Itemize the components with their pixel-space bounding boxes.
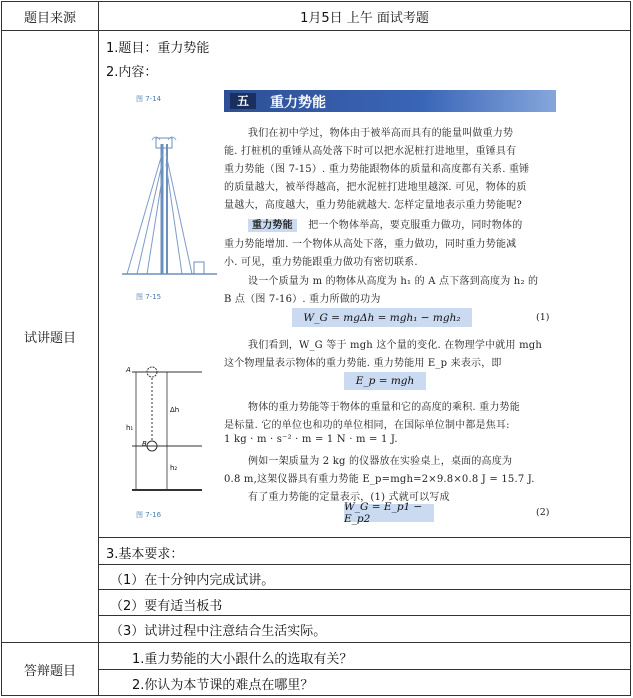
requirement-item: （1）在十分钟内完成试讲。 — [110, 573, 275, 588]
text-line: 重力势能增加. 一个物体从高处下落，重力做功，同时重力势能减 — [224, 239, 517, 250]
defense-row-label: 答辩题目 — [23, 663, 76, 679]
text-line: 设一个质量为 m 的物体从高度为 h₁ 的 A 点下落到高度为 h₂ 的 — [248, 276, 539, 287]
topic-line: 1.题目：重力势能 — [106, 41, 210, 56]
text-line: 1 kg · m · s⁻² · m = 1 N · m = 1 J. — [224, 434, 398, 445]
text-line: 0.8 m,这架仪器具有重力势能 E_p=mgh=2×9.8×0.8 J = 15.7 J. — [224, 474, 535, 485]
section-title: 重力势能 — [270, 95, 326, 111]
text-line: 我们在初中学过，物体由于被举高而具有的能量叫做重力势 — [248, 128, 514, 139]
defense-question: 2.你认为本节课的难点在哪里？ — [132, 678, 314, 693]
inner-divider — [99, 564, 630, 565]
figure-caption: 图 7-14 — [136, 95, 162, 103]
text-line: 这个物理量表示物体的重力势能. 重力势能用 E_p 来表示，即 — [224, 358, 502, 369]
text-line — [248, 216, 522, 231]
defense-question: 1.重力势能的大小跟什么的选取有关？ — [132, 652, 353, 667]
keyword-highlight: 重力势能 — [248, 219, 297, 232]
equation-number: (2) — [536, 507, 550, 518]
pile-driver-illustration — [122, 134, 220, 284]
text-line: 能. 打桩机的重锤从高处落下时可以把水泥桩打进地里，重锤具有 — [224, 146, 517, 157]
delta-h-label: Δh — [170, 406, 180, 414]
requirement-item: （2）要有适当板书 — [110, 599, 223, 614]
inner-divider — [99, 615, 630, 616]
equation-number: (1) — [536, 312, 550, 323]
interview-table — [1, 1, 631, 696]
formula-work: W_G = mgΔh = mgh₁ − mgh₂ — [292, 308, 472, 327]
header-date: 1月5日 上午 面试考题 — [300, 10, 429, 26]
text-line: 的质量越大，被举得越高，把水泥桩打进地里越深. 可见，物体的质 — [224, 182, 527, 193]
text-line: 重力势能（图 7-15）. 重力势能跟物体的质量和高度都有关系. 重锤 — [224, 164, 530, 175]
h2-label: h₂ — [170, 464, 178, 472]
text-line: 小. 可见，重力势能跟重力做功有密切联系. — [224, 257, 418, 268]
point-b-label: B — [142, 440, 147, 448]
text-line: 例如一架质量为 2 kg 的仪器放在实验桌上，桌面的高度为 — [248, 456, 513, 467]
requirement-item: （3）试讲过程中注意结合生活实际。 — [110, 624, 327, 639]
inner-divider — [99, 589, 630, 590]
h1-label: h₁ — [126, 424, 134, 432]
text-line: 物体的重力势能等于物体的重量和它的高度的乘积. 重力势能 — [248, 402, 520, 413]
figure-caption: 图 7-15 — [136, 293, 162, 301]
text-span: 把一个物体举高，要克服重力做功，同时物体的 — [308, 220, 523, 231]
textbook-excerpt — [122, 84, 562, 532]
section-number: 五 — [230, 93, 256, 109]
formula-potential-energy: E_p = mgh — [344, 372, 426, 390]
header-source-label: 题目来源 — [23, 10, 76, 26]
content-label: 2.内容： — [106, 65, 158, 80]
text-line: B 点（图 7-16）. 重力所做的功为 — [224, 294, 381, 305]
text-line: 我们看到，W_G 等于 mgh 这个量的变化. 在物理学中就用 mgh — [248, 340, 542, 351]
inner-divider — [99, 537, 630, 538]
formula-work-energy: W_G = E_p1 − E_p2 — [344, 504, 434, 522]
requirements-label: 3.基本要求： — [106, 547, 184, 562]
figure-caption: 图 7-16 — [136, 511, 162, 519]
trial-row-label: 试讲题目 — [23, 331, 76, 346]
text-line: 有了重力势能的定量表示，(1) 式就可以写成 — [248, 492, 450, 503]
column-divider — [98, 2, 99, 695]
text-line: 量越大，高度越大，重力势能就越大. 怎样定量地表示重力势能呢? — [224, 200, 522, 211]
point-a-label: A — [126, 366, 131, 374]
text-line: 是标量. 它的单位也和功的单位相同，在国际单位制中都是焦耳: — [224, 420, 510, 431]
height-diagram — [122, 366, 222, 496]
section-header — [224, 90, 556, 112]
inner-divider — [99, 669, 630, 670]
